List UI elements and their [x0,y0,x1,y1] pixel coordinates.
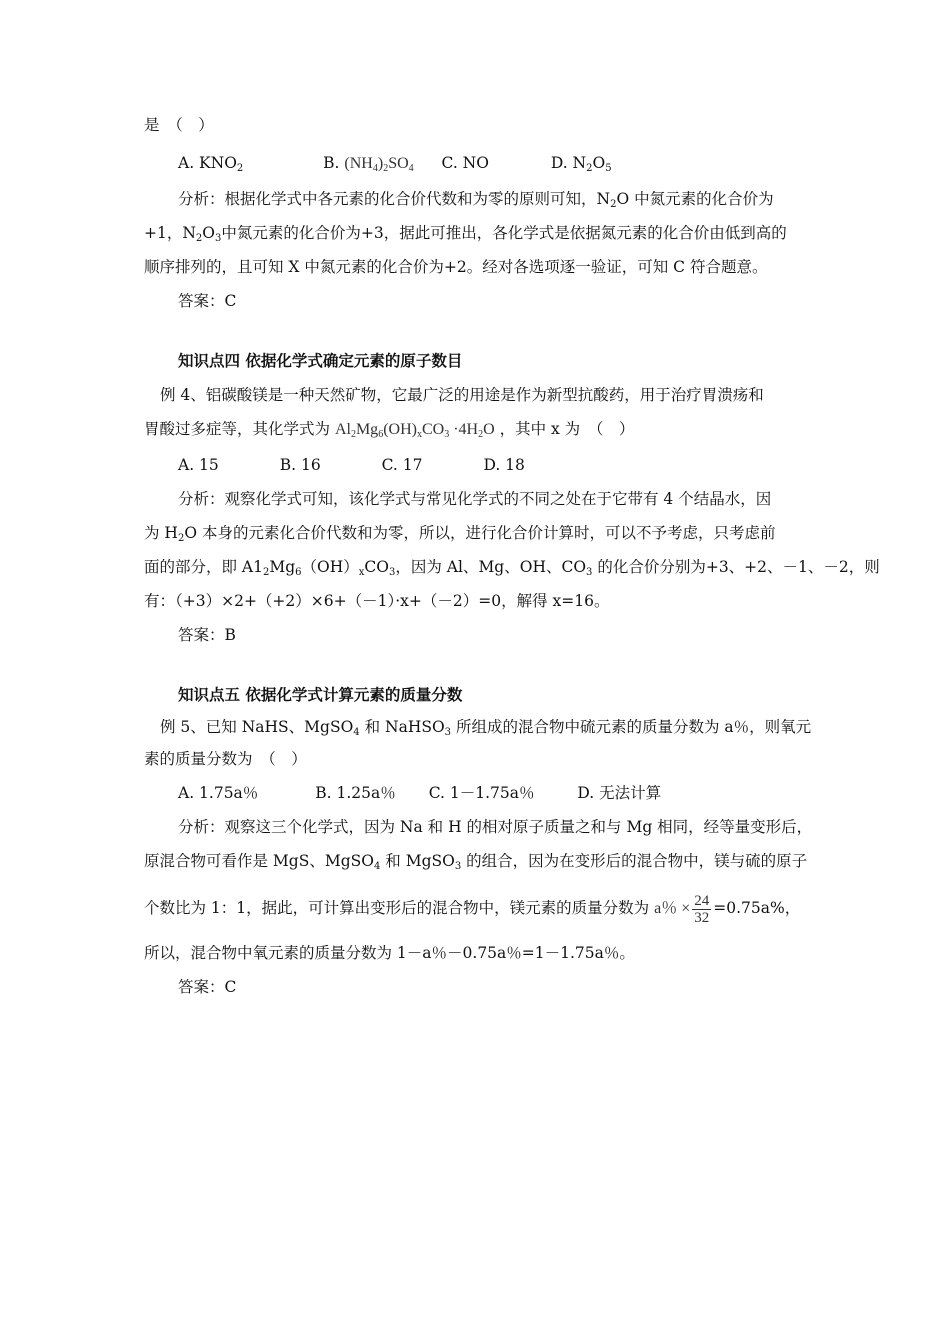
analysis-line: 个数比为 1：1，据此，可计算出变形后的混合物中，镁元素的质量分数为 a％ × $\frac{24}{32}$ =0.75a%， [144,892,801,926]
option-c: C. NO [441,154,489,172]
analysis-line: 分析：观察化学式可知，该化学式与常见化学式的不同之处在于它带有 4 个结晶水，因 [178,490,772,508]
option-d: D. 18 [483,456,525,474]
option-b: B. $(NH_4)_2SO_4$ [323,154,414,174]
analysis-line: 有：（+3）×2+（+2）×6+（－1）·x+（－2）=0，解得 x=16。 [144,592,610,610]
answer: 答案：B [178,626,236,644]
option-a: A. 15 [178,456,219,474]
analysis-line: 分析：根据化学式中各元素的化合价代数和为零的原则可知，$N_2O$ 中氮元素的化合价为 [178,190,774,210]
analysis-line: 顺序排列的，且可知 X 中氮元素的化合价为+2。经对各选项逐一验证，可知 C 符合题意。 [144,258,768,276]
option-a: A. 1.75a％ [178,784,259,802]
option-a: A. $KNO_2$ [178,154,244,174]
chemical-formula: $Al_2Mg_6(OH)_xCO_3 \cdot 4H_2O$ [334,421,495,440]
question-4-line: 例 4、铝碳酸镁是一种天然矿物，它最广泛的用途是作为新型抗酸药，用于治疗胃溃疡和 [160,386,764,404]
option-d: D. $N_2O_5$ [550,154,612,174]
fraction-prefix: a％ × [654,900,691,917]
question-4-options [178,454,525,476]
answer: 答案：C [178,292,237,310]
answer: 答案：C [178,978,237,996]
question-5-options [178,782,661,804]
option-b: B. 1.25a％ [315,784,396,802]
question-5-line: 素的质量分数为 （ ） [144,750,307,768]
analysis-line: +1，$N_2O_3$中氮元素的化合价为+3，据此可推出，各化学式是依据氮元素的化合价由低到高的 [144,224,787,244]
analysis-line: 分析：观察这三个化学式，因为 Na 和 H 的相对原子质量之和与 Mg 相同，经等量变形后， [178,818,813,836]
analysis-line: 所以，混合物中氧元素的质量分数为 1－a％－0.75a％=1－1.75a％。 [144,944,635,962]
analysis-line: 面的部分，即 $A1_2Mg_6(OH)_xCO_3$，因为 Al、Mg、OH、$CO_3$ 的化合价分别为+3、+2、－1、－2，则 [144,558,880,578]
analysis-line: 原混合物可看作是 MgS、MgSO$_4$ 和 MgSO$_3$ 的组合，因为在变形后的混合物中，镁与硫的原子 [144,852,808,872]
option-b: B. 16 [279,456,321,474]
option-c: C. 1－1.75a％ [428,784,535,802]
option-d: D. 无法计算 [577,784,662,802]
option-c: C. 17 [381,456,423,474]
section-heading: 知识点四 依据化学式确定元素的原子数目 [178,351,463,370]
question-4-line: 胃酸过多症等，其化学式为 $Al_2Mg_6(OH)_xCO_3 \cdot 4H_2O$ ，其中 x 为 （ ） [144,420,635,440]
question-3-tail: 是 （ ） [144,116,214,134]
analysis-line: 为 $H_2O$ 本身的元素化合价代数和为零，所以，进行化合价计算时，可以不予考虑，只考虑前 [144,524,776,544]
question-3-options [178,152,612,175]
fraction: $\frac{24}{32}$ [694,892,710,926]
question-5-line: 例 5、已知 NaHS、MgSO$_4$ 和 NaHSO$_3$ 所组成的混合物中硫元素的质量分数为 a％，则氧元 [160,718,812,738]
section-heading: 知识点五 依据化学式计算元素的质量分数 [178,685,463,704]
